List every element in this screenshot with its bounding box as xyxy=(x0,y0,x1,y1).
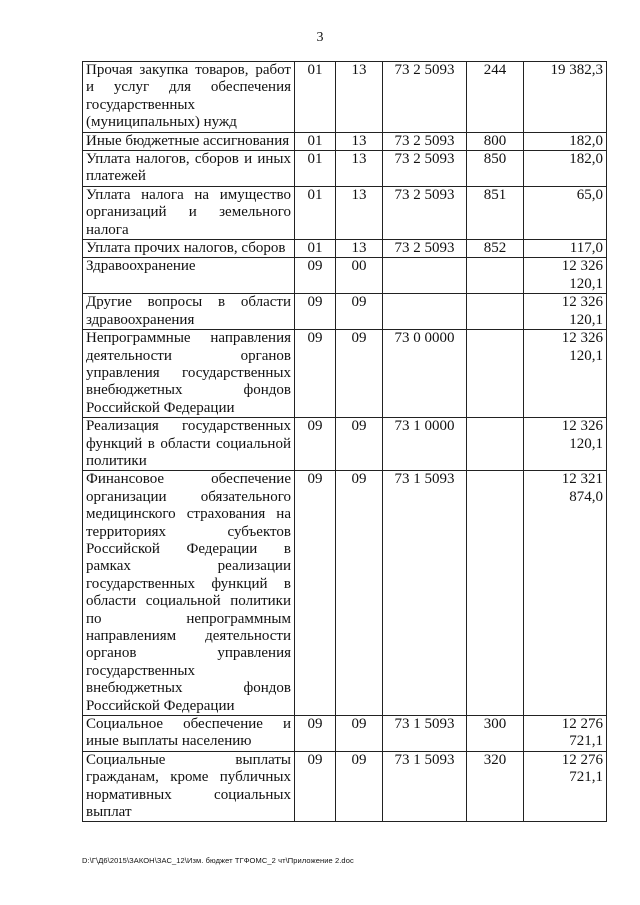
target-article-cell: 73 1 5093 xyxy=(383,716,467,752)
table-row xyxy=(83,716,607,752)
section-code-cell: 01 xyxy=(295,186,336,239)
section-code-cell: 09 xyxy=(295,751,336,822)
target-article-cell: 73 2 5093 xyxy=(383,151,467,187)
expense-type-cell xyxy=(467,471,524,716)
table-row xyxy=(83,418,607,471)
target-article-cell: 73 2 5093 xyxy=(383,240,467,258)
table-row xyxy=(83,258,607,294)
footer-file-path: D:\Г\Д6\2015\ЗАКОН\ЗАС_12\Изм. бюджет ТГФОМС_2 чт\Приложение 2.doc xyxy=(82,856,354,865)
subsection-code-cell: 13 xyxy=(336,186,383,239)
target-article-cell: 73 1 5093 xyxy=(383,471,467,716)
expense-type-cell: 300 xyxy=(467,716,524,752)
section-code-cell: 09 xyxy=(295,294,336,330)
row-name-cell: Здравоохранение xyxy=(83,258,295,294)
row-name-cell: Финансовое обеспечение организации обязательного медицинского страхования на территориях субъектов Российской Федерации в рамках реализации государственных функций в области социальной политики по непрограммным направлениям деятельности органов управления государственных внебюджетных фондов Российской Федерации xyxy=(83,471,295,716)
row-name-cell: Другие вопросы в области здравоохранения xyxy=(83,294,295,330)
row-name-cell: Иные бюджетные ассигнования xyxy=(83,132,295,150)
amount-cell: 182,0 xyxy=(524,151,607,187)
amount-cell: 12 321 874,0 xyxy=(524,471,607,716)
target-article-cell: 73 2 5093 xyxy=(383,132,467,150)
subsection-code-cell: 00 xyxy=(336,258,383,294)
expense-type-cell xyxy=(467,294,524,330)
table-row xyxy=(83,186,607,239)
subsection-code-cell: 09 xyxy=(336,751,383,822)
section-code-cell: 09 xyxy=(295,418,336,471)
expense-type-cell: 320 xyxy=(467,751,524,822)
row-name-cell: Реализация государственных функций в области социальной политики xyxy=(83,418,295,471)
row-name-cell: Уплата налогов, сборов и иных платежей xyxy=(83,151,295,187)
target-article-cell: 73 1 5093 xyxy=(383,751,467,822)
amount-cell: 12 326 120,1 xyxy=(524,330,607,418)
target-article-cell xyxy=(383,258,467,294)
expense-type-cell xyxy=(467,330,524,418)
subsection-code-cell: 09 xyxy=(336,471,383,716)
row-name-cell: Прочая закупка товаров, работ и услуг для обеспечения государственных (муниципальных) нужд xyxy=(83,62,295,133)
target-article-cell: 73 2 5093 xyxy=(383,62,467,133)
amount-cell: 182,0 xyxy=(524,132,607,150)
section-code-cell: 01 xyxy=(295,132,336,150)
target-article-cell: 73 1 0000 xyxy=(383,418,467,471)
amount-cell: 12 326 120,1 xyxy=(524,258,607,294)
expense-type-cell: 852 xyxy=(467,240,524,258)
expense-type-cell xyxy=(467,258,524,294)
row-name-cell: Непрограммные направления деятельности органов управления государственных внебюджетных фондов Российской Федерации xyxy=(83,330,295,418)
target-article-cell: 73 2 5093 xyxy=(383,186,467,239)
subsection-code-cell: 13 xyxy=(336,62,383,133)
table-row xyxy=(83,471,607,716)
expense-type-cell: 244 xyxy=(467,62,524,133)
row-name-cell: Социальные выплаты гражданам, кроме публичных нормативных социальных выплат xyxy=(83,751,295,822)
row-name-cell: Уплата налога на имущество организаций и земельного налога xyxy=(83,186,295,239)
section-code-cell: 01 xyxy=(295,240,336,258)
amount-cell: 12 276 721,1 xyxy=(524,751,607,822)
section-code-cell: 01 xyxy=(295,151,336,187)
subsection-code-cell: 13 xyxy=(336,240,383,258)
subsection-code-cell: 09 xyxy=(336,294,383,330)
budget-table xyxy=(82,61,607,822)
section-code-cell: 09 xyxy=(295,716,336,752)
row-name-cell: Уплата прочих налогов, сборов xyxy=(83,240,295,258)
expense-type-cell: 800 xyxy=(467,132,524,150)
amount-cell: 12 276 721,1 xyxy=(524,716,607,752)
target-article-cell: 73 0 0000 xyxy=(383,330,467,418)
target-article-cell xyxy=(383,294,467,330)
subsection-code-cell: 09 xyxy=(336,716,383,752)
expense-type-cell: 850 xyxy=(467,151,524,187)
table-row xyxy=(83,330,607,418)
table-row xyxy=(83,62,607,133)
table-row xyxy=(83,132,607,150)
table-row xyxy=(83,751,607,822)
row-name-cell: Социальное обеспечение и иные выплаты населению xyxy=(83,716,295,752)
section-code-cell: 09 xyxy=(295,330,336,418)
section-code-cell: 01 xyxy=(295,62,336,133)
subsection-code-cell: 13 xyxy=(336,132,383,150)
amount-cell: 12 326 120,1 xyxy=(524,418,607,471)
amount-cell: 65,0 xyxy=(524,186,607,239)
section-code-cell: 09 xyxy=(295,471,336,716)
page-number: 3 xyxy=(316,30,324,45)
subsection-code-cell: 09 xyxy=(336,418,383,471)
subsection-code-cell: 13 xyxy=(336,151,383,187)
table-row xyxy=(83,294,607,330)
section-code-cell: 09 xyxy=(295,258,336,294)
subsection-code-cell: 09 xyxy=(336,330,383,418)
expense-type-cell: 851 xyxy=(467,186,524,239)
expense-type-cell xyxy=(467,418,524,471)
amount-cell: 117,0 xyxy=(524,240,607,258)
table-row xyxy=(83,151,607,187)
amount-cell: 12 326 120,1 xyxy=(524,294,607,330)
table-row xyxy=(83,240,607,258)
amount-cell: 19 382,3 xyxy=(524,62,607,133)
